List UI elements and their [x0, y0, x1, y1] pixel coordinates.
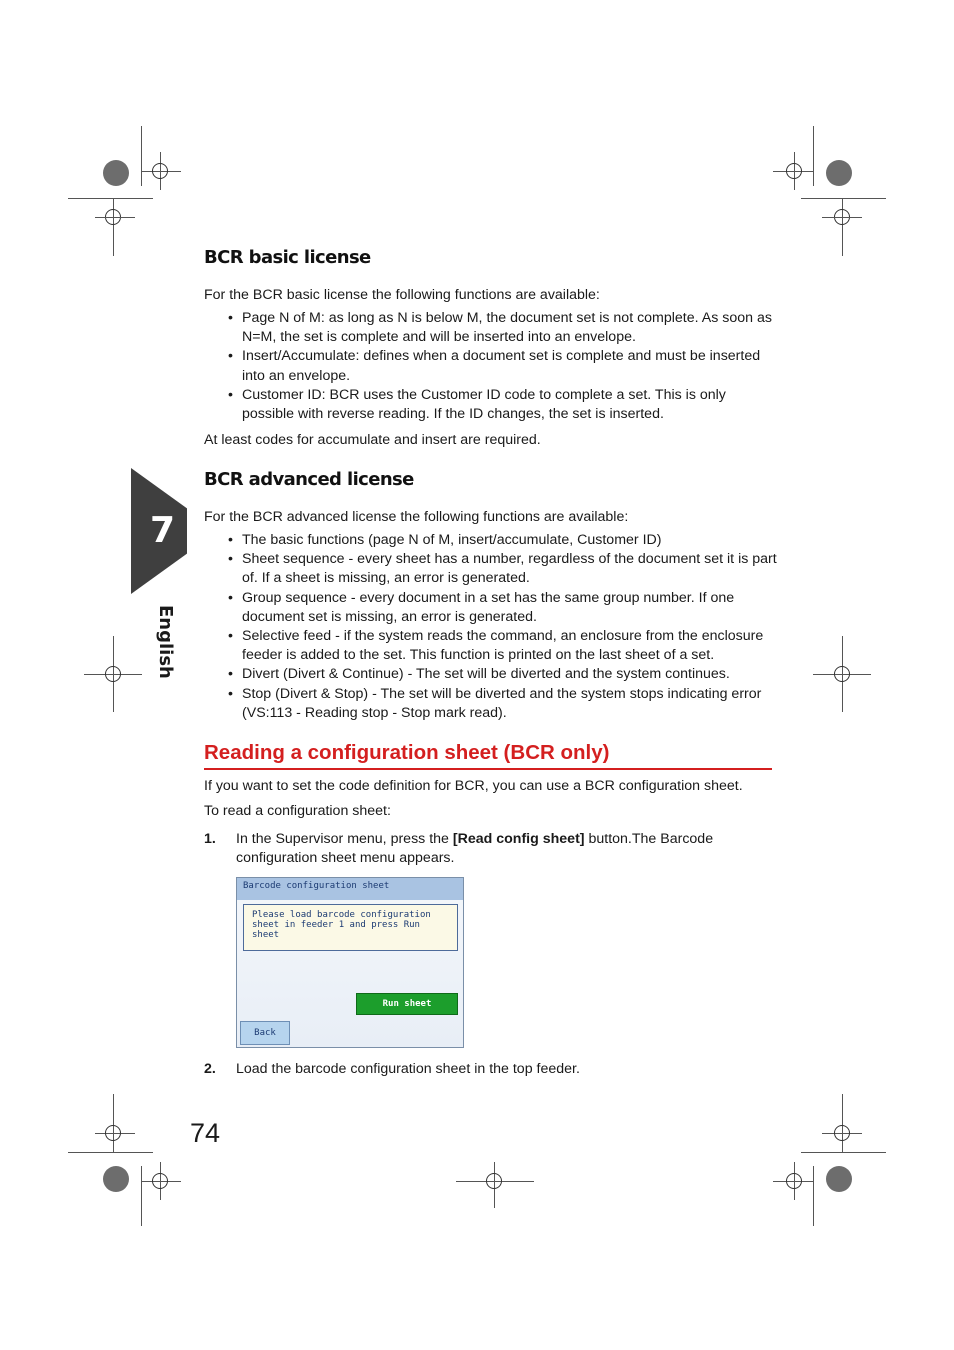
step-text: In the Supervisor menu, press the [Read config sheet] button.The Barcode configuration sheet menu appears.	[236, 831, 714, 866]
list-item: • Divert (Divert & Continue) - The set will be diverted and the system continues.	[204, 665, 779, 684]
registration-disc-icon	[826, 160, 852, 186]
page-number: 74	[190, 1118, 221, 1148]
step-number: 2.	[204, 1061, 216, 1077]
chapter-number: 7	[150, 510, 176, 551]
run-sheet-button[interactable]: Run sheet	[356, 993, 458, 1015]
advanced-license-list	[204, 531, 779, 723]
reading-lead: To read a configuration sheet:	[204, 803, 391, 819]
list-item: • Page N of M: as long as N is below M, the document set is not complete. As soon as N=M, the set is complete and will be inserted into an envelope.	[204, 309, 779, 347]
list-item: • Stop (Divert & Stop) - The set will be diverted and the system stops indicating error (VS:113 - Reading stop - Stop mark read).	[204, 685, 779, 723]
step-number: 1.	[204, 831, 216, 847]
crosshair-icon	[152, 1173, 168, 1189]
crosshair-icon	[105, 666, 121, 682]
crosshair-icon	[786, 163, 802, 179]
back-button[interactable]: Back	[240, 1021, 290, 1045]
advanced-license-heading: BCR advanced license	[204, 469, 414, 490]
list-item: • The basic functions (page N of M, insert/accumulate, Customer ID)	[204, 531, 779, 550]
list-item: • Insert/Accumulate: defines when a document set is complete and must be inserted into an envelope.	[204, 347, 779, 385]
crosshair-icon	[152, 163, 168, 179]
screen-message: Please load barcode configuration sheet in feeder 1 and press Run sheet	[243, 904, 458, 951]
registration-disc-icon	[826, 1166, 852, 1192]
section-heading	[204, 741, 772, 770]
language-label: English	[155, 605, 176, 679]
advanced-license-intro: For the BCR advanced license the following functions are available:	[204, 509, 629, 525]
basic-license-heading: BCR basic license	[204, 247, 371, 268]
reading-intro: If you want to set the code definition for BCR, you can use a BCR configuration sheet.	[204, 778, 743, 794]
crosshair-icon	[486, 1173, 502, 1189]
list-item: • Selective feed - if the system reads the command, an enclosure from the enclosure feeder is added to the set. This function is printed on the last sheet of a set.	[204, 627, 779, 665]
screen-title: Barcode configuration sheet	[237, 878, 463, 900]
basic-license-intro: For the BCR basic license the following functions are available:	[204, 287, 600, 303]
registration-disc-icon	[103, 160, 129, 186]
crosshair-icon	[786, 1173, 802, 1189]
barcode-config-screen	[236, 877, 464, 1048]
crosshair-icon	[105, 1125, 121, 1141]
section-title: Reading a configuration sheet (BCR only)	[204, 741, 610, 764]
basic-license-note: At least codes for accumulate and insert are required.	[204, 432, 541, 448]
list-item: • Customer ID: BCR uses the Customer ID code to complete a set. This is only possible with reverse reading. If the ID changes, the set is inserted.	[204, 386, 779, 424]
list-item: • Sheet sequence - every sheet has a number, regardless of the document set it is part of. If a sheet is missing, an error is generated.	[204, 550, 779, 588]
basic-license-list	[204, 309, 779, 424]
command-label: [Read config sheet]	[452, 831, 585, 847]
crosshair-icon	[834, 666, 850, 682]
registration-disc-icon	[103, 1166, 129, 1192]
crosshair-icon	[834, 1125, 850, 1141]
step-text: Load the barcode configuration sheet in the top feeder.	[236, 1061, 580, 1077]
list-item: • Group sequence - every document in a set has the same group number. If one document set is missing, an error is generated.	[204, 589, 779, 627]
